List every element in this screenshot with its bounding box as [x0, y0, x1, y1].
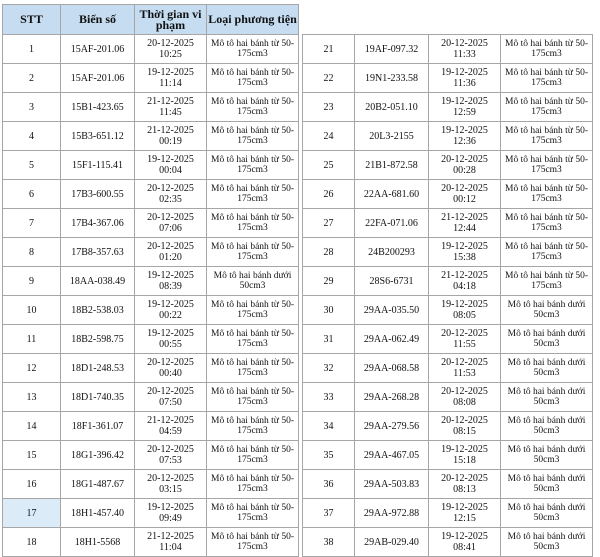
left-cell-type: Mô tô hai bánh từ 50-175cm3 — [207, 528, 299, 557]
right-cell-time: 19-12-2025 15:18 — [429, 441, 501, 470]
left-cell-stt: 16 — [3, 470, 61, 499]
right-cell-type: Mô tô hai bánh từ 50-175cm3 — [501, 180, 593, 209]
right-cell-plate: 24B200293 — [355, 238, 429, 267]
right-cell-time: 20-12-2025 11:53 — [429, 354, 501, 383]
left-cell-time: 19-12-2025 11:14 — [135, 64, 207, 93]
left-cell-time: 19-12-2025 08:39 — [135, 267, 207, 296]
right-cell-plate: 22FA-071.06 — [355, 209, 429, 238]
right-cell-time: 19-12-2025 11:36 — [429, 64, 501, 93]
left-cell-time: 21-12-2025 11:45 — [135, 93, 207, 122]
left-cell-stt: 3 — [3, 93, 61, 122]
left-cell-plate: 15AF-201.06 — [61, 35, 135, 64]
left-cell-type: Mô tô hai bánh từ 50-175cm3 — [207, 35, 299, 64]
left-cell-plate: 18G1-487.67 — [61, 470, 135, 499]
right-cell-type: Mô tô hai bánh từ 50-175cm3 — [501, 122, 593, 151]
right-cell-time: 20-12-2025 08:15 — [429, 412, 501, 441]
left-cell-time: 20-12-2025 03:15 — [135, 470, 207, 499]
left-cell-plate: 18D1-248.53 — [61, 354, 135, 383]
left-cell-plate: 18H1-5568 — [61, 528, 135, 557]
left-cell-type: Mô tô hai bánh từ 50-175cm3 — [207, 93, 299, 122]
left-cell-stt: 9 — [3, 267, 61, 296]
left-cell-type: Mô tô hai bánh từ 50-175cm3 — [207, 325, 299, 354]
left-cell-stt: 11 — [3, 325, 61, 354]
table-row — [3, 441, 593, 470]
header-stt: STT — [3, 5, 61, 35]
left-cell-type: Mô tô hai bánh từ 50-175cm3 — [207, 412, 299, 441]
right-cell-stt: 35 — [303, 441, 355, 470]
left-cell-plate: 18F1-361.07 — [61, 412, 135, 441]
table-row — [3, 470, 593, 499]
right-cell-stt: 33 — [303, 383, 355, 412]
right-cell-stt: 31 — [303, 325, 355, 354]
right-cell-time: 20-12-2025 08:08 — [429, 383, 501, 412]
right-cell-type: Mô tô hai bánh dưới 50cm3 — [501, 383, 593, 412]
right-cell-stt: 23 — [303, 93, 355, 122]
table-row — [3, 412, 593, 441]
left-cell-stt: 2 — [3, 64, 61, 93]
table-body — [3, 35, 593, 557]
right-cell-type: Mô tô hai bánh dưới 50cm3 — [501, 325, 593, 354]
left-cell-plate: 18G1-396.42 — [61, 441, 135, 470]
left-cell-type: Mô tô hai bánh từ 50-175cm3 — [207, 64, 299, 93]
left-cell-plate: 18AA-038.49 — [61, 267, 135, 296]
right-cell-type: Mô tô hai bánh dưới 50cm3 — [501, 296, 593, 325]
table-row — [3, 122, 593, 151]
right-cell-type: Mô tô hai bánh từ 50-175cm3 — [501, 35, 593, 64]
header-time: Thời gian vi phạm — [135, 5, 207, 35]
left-cell-stt: 4 — [3, 122, 61, 151]
right-cell-stt: 29 — [303, 267, 355, 296]
right-cell-plate: 29AA-062.49 — [355, 325, 429, 354]
left-cell-stt: 15 — [3, 441, 61, 470]
table-row — [3, 93, 593, 122]
right-cell-type: Mô tô hai bánh dưới 50cm3 — [501, 441, 593, 470]
left-cell-time: 19-12-2025 09:49 — [135, 499, 207, 528]
table-row — [3, 296, 593, 325]
header-plate: Biển số — [61, 5, 135, 35]
right-cell-type: Mô tô hai bánh từ 50-175cm3 — [501, 64, 593, 93]
left-cell-plate: 15B1-423.65 — [61, 93, 135, 122]
right-cell-time: 20-12-2025 11:33 — [429, 35, 501, 64]
right-cell-time: 19-12-2025 12:36 — [429, 122, 501, 151]
right-cell-stt: 22 — [303, 64, 355, 93]
left-cell-type: Mô tô hai bánh từ 50-175cm3 — [207, 238, 299, 267]
left-cell-stt: 6 — [3, 180, 61, 209]
table-row — [3, 238, 593, 267]
left-cell-stt: 5 — [3, 151, 61, 180]
left-cell-time: 20-12-2025 10:25 — [135, 35, 207, 64]
right-cell-stt: 37 — [303, 499, 355, 528]
left-cell-time: 20-12-2025 00:40 — [135, 354, 207, 383]
left-cell-time: 20-12-2025 07:53 — [135, 441, 207, 470]
right-cell-stt: 30 — [303, 296, 355, 325]
right-cell-time: 21-12-2025 04:18 — [429, 267, 501, 296]
right-cell-type: Mô tô hai bánh từ 50-175cm3 — [501, 93, 593, 122]
left-cell-time: 19-12-2025 00:22 — [135, 296, 207, 325]
table-row — [3, 180, 593, 209]
left-cell-plate: 18B2-538.03 — [61, 296, 135, 325]
right-cell-plate: 19N1-233.58 — [355, 64, 429, 93]
violations-table — [2, 4, 593, 557]
left-cell-time: 21-12-2025 04:59 — [135, 412, 207, 441]
right-cell-type: Mô tô hai bánh dưới 50cm3 — [501, 528, 593, 557]
left-cell-type: Mô tô hai bánh từ 50-175cm3 — [207, 180, 299, 209]
right-cell-stt: 34 — [303, 412, 355, 441]
left-cell-time: 20-12-2025 07:06 — [135, 209, 207, 238]
right-cell-time: 19-12-2025 12:15 — [429, 499, 501, 528]
left-cell-plate: 15B3-651.12 — [61, 122, 135, 151]
table-row — [3, 35, 593, 64]
header-right-blank — [303, 5, 593, 35]
right-cell-plate: 20B2-051.10 — [355, 93, 429, 122]
header-row — [3, 5, 593, 35]
right-cell-plate: 29AA-068.58 — [355, 354, 429, 383]
right-cell-type: Mô tô hai bánh từ 50-175cm3 — [501, 151, 593, 180]
left-cell-stt: 13 — [3, 383, 61, 412]
left-cell-stt: 17 — [3, 499, 61, 528]
left-cell-type: Mô tô hai bánh từ 50-175cm3 — [207, 122, 299, 151]
right-cell-time: 19-12-2025 08:05 — [429, 296, 501, 325]
right-cell-stt: 21 — [303, 35, 355, 64]
table-row — [3, 499, 593, 528]
right-cell-type: Mô tô hai bánh từ 50-175cm3 — [501, 209, 593, 238]
right-cell-time: 20-12-2025 00:12 — [429, 180, 501, 209]
right-cell-type: Mô tô hai bánh dưới 50cm3 — [501, 470, 593, 499]
left-cell-type: Mô tô hai bánh dưới 50cm3 — [207, 267, 299, 296]
left-cell-plate: 18D1-740.35 — [61, 383, 135, 412]
left-cell-time: 20-12-2025 07:50 — [135, 383, 207, 412]
left-cell-stt: 1 — [3, 35, 61, 64]
left-cell-type: Mô tô hai bánh từ 50-175cm3 — [207, 499, 299, 528]
left-cell-stt: 7 — [3, 209, 61, 238]
left-cell-stt: 14 — [3, 412, 61, 441]
left-cell-plate: 15AF-201.06 — [61, 64, 135, 93]
right-cell-type: Mô tô hai bánh dưới 50cm3 — [501, 412, 593, 441]
left-cell-time: 19-12-2025 00:55 — [135, 325, 207, 354]
left-cell-time: 19-12-2025 00:04 — [135, 151, 207, 180]
left-cell-type: Mô tô hai bánh từ 50-175cm3 — [207, 354, 299, 383]
right-cell-time: 19-12-2025 08:41 — [429, 528, 501, 557]
left-cell-time: 21-12-2025 00:19 — [135, 122, 207, 151]
left-cell-plate: 15F1-115.41 — [61, 151, 135, 180]
left-cell-plate: 18B2-598.75 — [61, 325, 135, 354]
left-cell-plate: 17B4-367.06 — [61, 209, 135, 238]
table-row — [3, 267, 593, 296]
right-cell-plate: 29AA-503.83 — [355, 470, 429, 499]
right-cell-stt: 28 — [303, 238, 355, 267]
table-row — [3, 325, 593, 354]
left-cell-type: Mô tô hai bánh từ 50-175cm3 — [207, 383, 299, 412]
right-cell-plate: 22AA-681.60 — [355, 180, 429, 209]
left-cell-type: Mô tô hai bánh từ 50-175cm3 — [207, 209, 299, 238]
right-cell-stt: 24 — [303, 122, 355, 151]
right-cell-plate: 29AA-972.88 — [355, 499, 429, 528]
right-cell-plate: 21B1-872.58 — [355, 151, 429, 180]
table-row — [3, 354, 593, 383]
right-cell-type: Mô tô hai bánh dưới 50cm3 — [501, 499, 593, 528]
right-cell-stt: 36 — [303, 470, 355, 499]
right-cell-type: Mô tô hai bánh từ 50-175cm3 — [501, 238, 593, 267]
right-cell-stt: 25 — [303, 151, 355, 180]
right-cell-plate: 28S6-6731 — [355, 267, 429, 296]
right-cell-stt: 38 — [303, 528, 355, 557]
left-cell-plate: 17B8-357.63 — [61, 238, 135, 267]
table-row — [3, 151, 593, 180]
right-cell-time: 21-12-2025 12:44 — [429, 209, 501, 238]
right-cell-stt: 32 — [303, 354, 355, 383]
right-cell-plate: 29AA-467.05 — [355, 441, 429, 470]
right-cell-time: 20-12-2025 11:55 — [429, 325, 501, 354]
right-cell-plate: 29AA-279.56 — [355, 412, 429, 441]
right-cell-plate: 29AA-035.50 — [355, 296, 429, 325]
left-cell-stt: 10 — [3, 296, 61, 325]
right-cell-time: 20-12-2025 00:28 — [429, 151, 501, 180]
right-cell-plate: 29AA-268.28 — [355, 383, 429, 412]
left-cell-type: Mô tô hai bánh từ 50-175cm3 — [207, 296, 299, 325]
left-cell-time: 20-12-2025 01:20 — [135, 238, 207, 267]
left-cell-stt: 12 — [3, 354, 61, 383]
right-cell-stt: 27 — [303, 209, 355, 238]
header-vehicle-type: Loại phương tiện — [207, 5, 299, 35]
table-row — [3, 209, 593, 238]
left-cell-time: 21-12-2025 11:04 — [135, 528, 207, 557]
right-cell-plate: 29AB-029.40 — [355, 528, 429, 557]
left-cell-time: 20-12-2025 02:35 — [135, 180, 207, 209]
right-cell-time: 19-12-2025 15:38 — [429, 238, 501, 267]
table-row — [3, 528, 593, 557]
right-cell-type: Mô tô hai bánh dưới 50cm3 — [501, 354, 593, 383]
table-row — [3, 383, 593, 412]
left-cell-stt: 8 — [3, 238, 61, 267]
right-cell-type: Mô tô hai bánh từ 50-175cm3 — [501, 267, 593, 296]
left-cell-stt: 18 — [3, 528, 61, 557]
left-cell-type: Mô tô hai bánh từ 50-175cm3 — [207, 151, 299, 180]
left-cell-plate: 17B3-600.55 — [61, 180, 135, 209]
right-cell-plate: 19AF-097.32 — [355, 35, 429, 64]
left-cell-plate: 18H1-457.40 — [61, 499, 135, 528]
right-cell-plate: 20L3-2155 — [355, 122, 429, 151]
right-cell-stt: 26 — [303, 180, 355, 209]
right-cell-time: 20-12-2025 08:13 — [429, 470, 501, 499]
right-cell-time: 19-12-2025 12:59 — [429, 93, 501, 122]
left-cell-type: Mô tô hai bánh từ 50-175cm3 — [207, 470, 299, 499]
table-row — [3, 64, 593, 93]
left-cell-type: Mô tô hai bánh từ 50-175cm3 — [207, 441, 299, 470]
